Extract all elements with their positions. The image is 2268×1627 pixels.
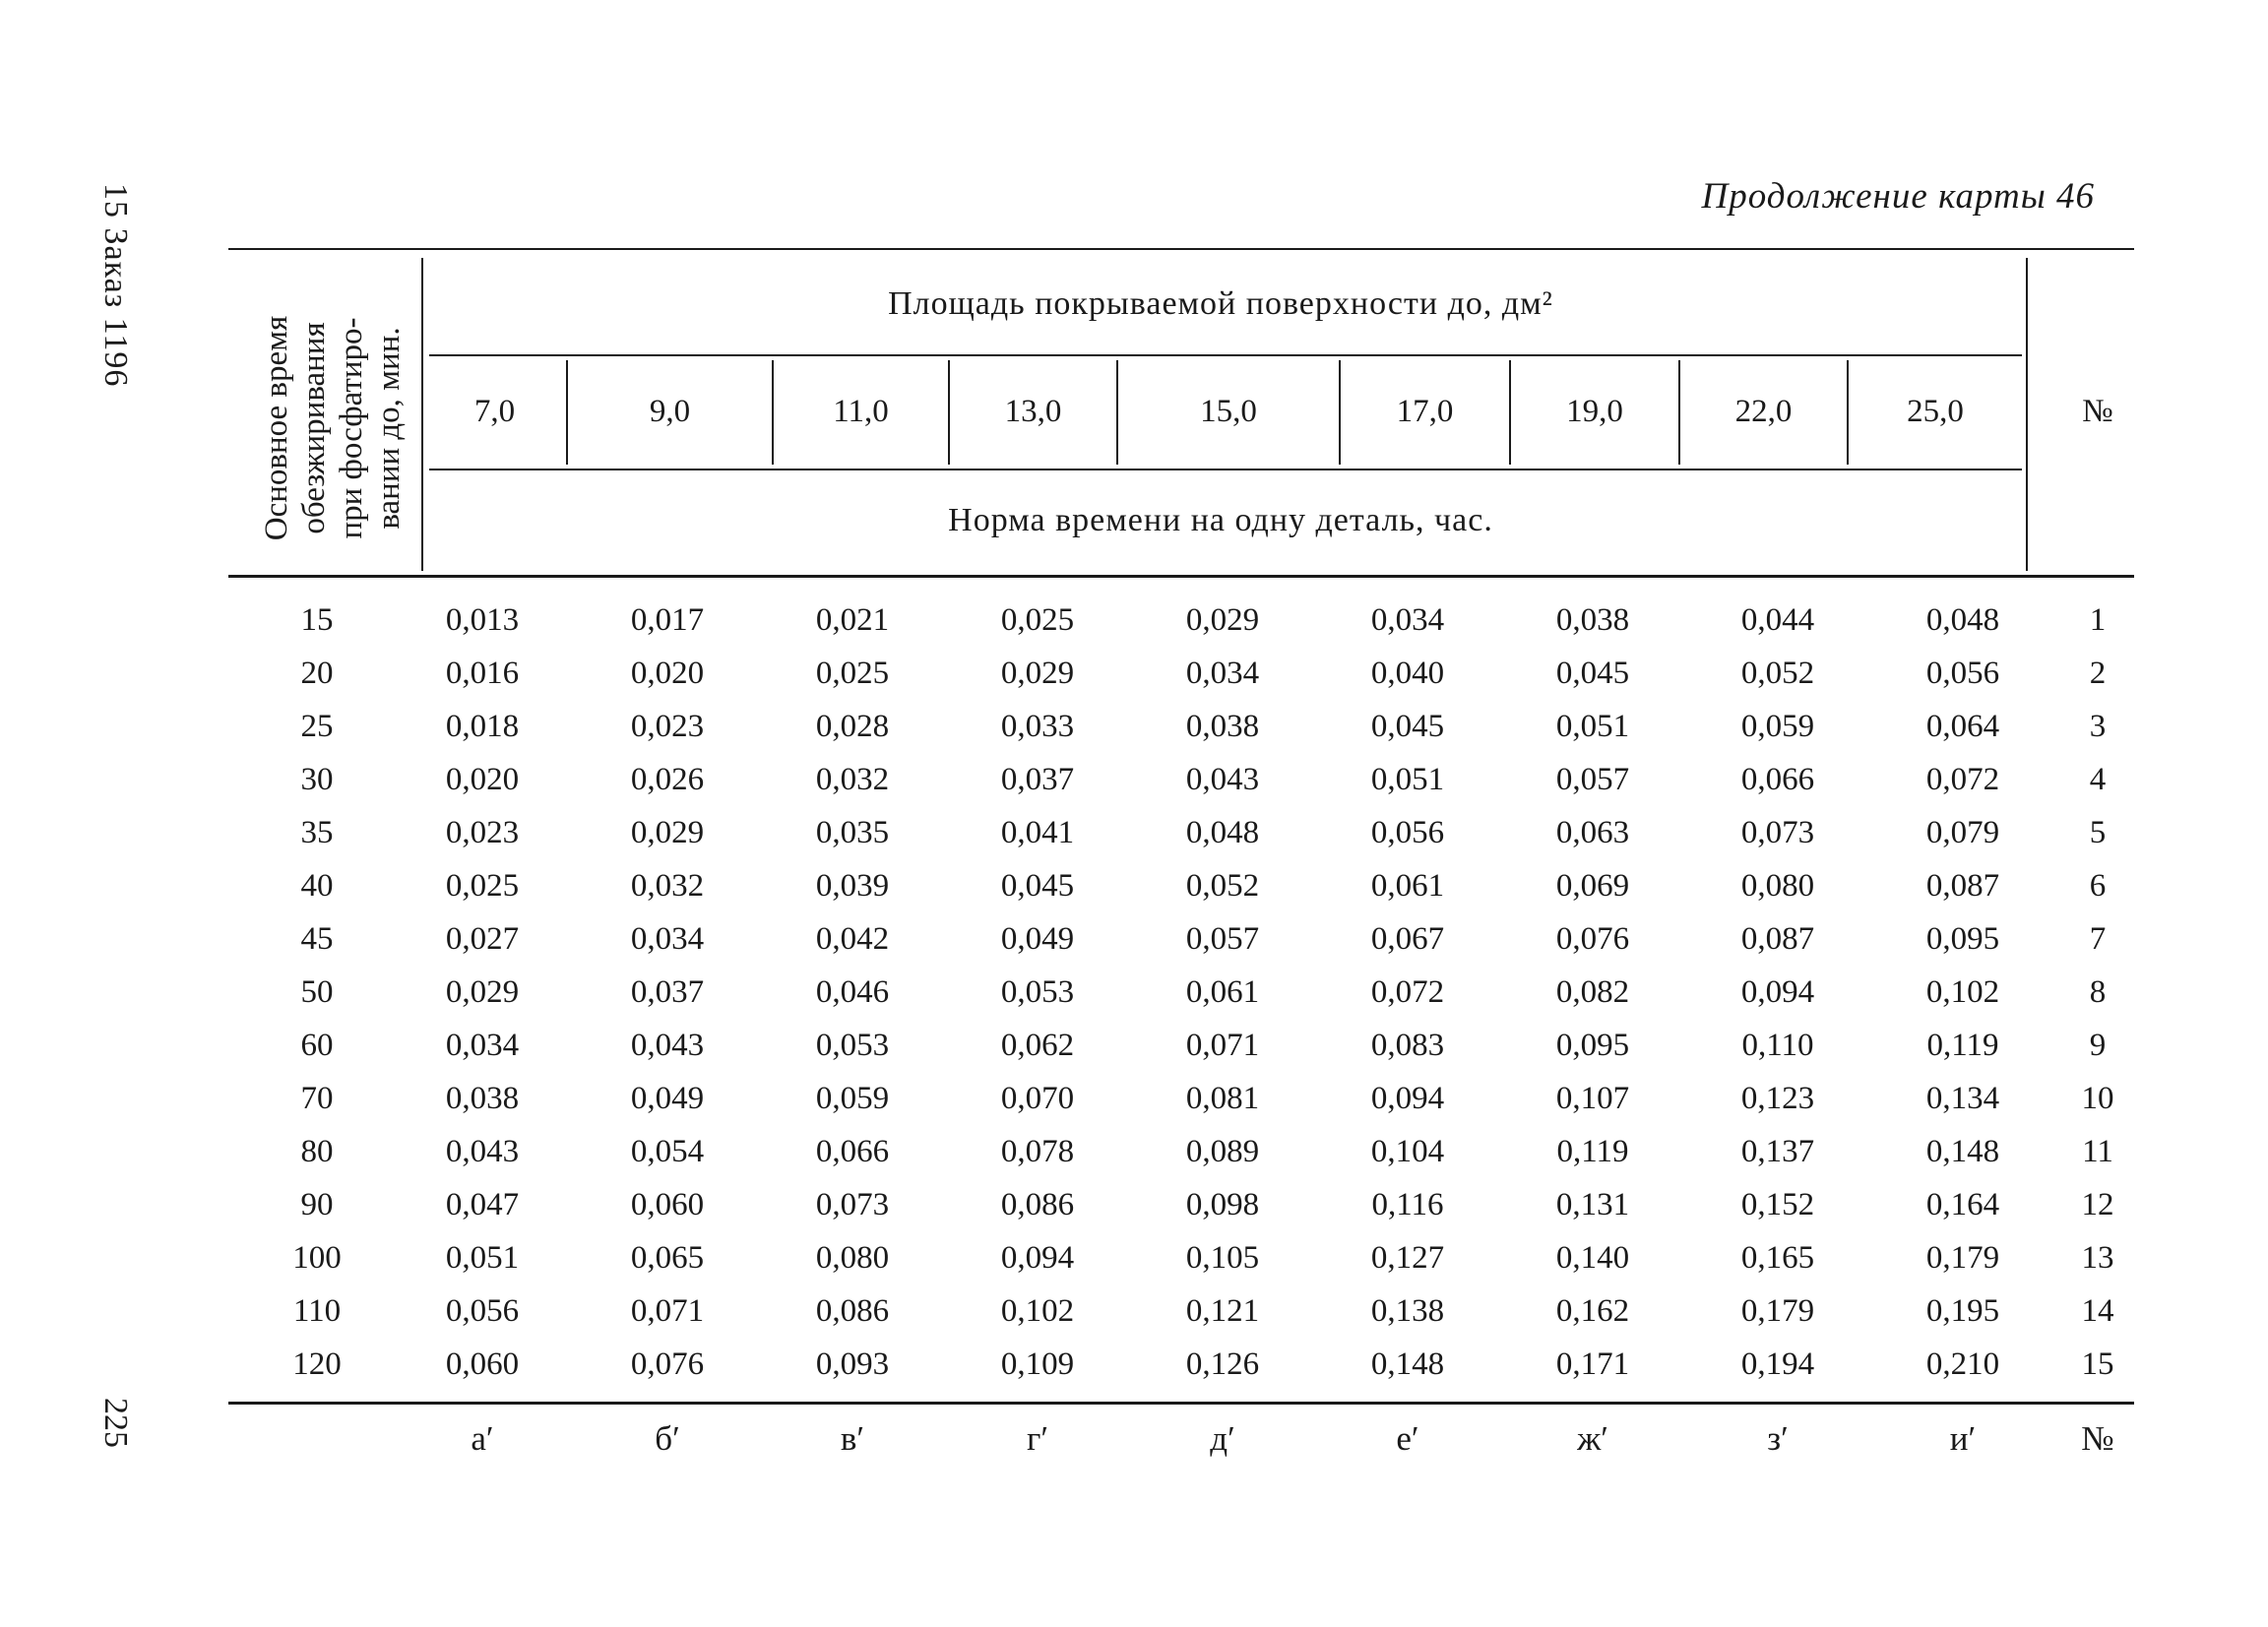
- value-cell: 0,094: [1000, 1240, 1075, 1276]
- value-cell: 0,110: [1741, 1028, 1814, 1063]
- value-cell: 0,037: [1000, 762, 1075, 797]
- footer-letter: и′: [1949, 1419, 1977, 1458]
- footer-letter: з′: [1767, 1419, 1789, 1458]
- value-cell: 0,078: [1000, 1134, 1075, 1169]
- value-cell: 0,087: [1740, 921, 1815, 957]
- row-number-cell: 11: [2082, 1134, 2113, 1169]
- value-cell: 0,066: [815, 1134, 890, 1169]
- value-cell: 0,094: [1370, 1081, 1445, 1116]
- value-cell: 0,057: [1555, 762, 1630, 797]
- row-number-cell: 4: [2089, 762, 2107, 797]
- value-cell: 0,094: [1740, 974, 1815, 1010]
- value-cell: 0,073: [815, 1187, 890, 1222]
- value-cell: 0,029: [445, 974, 520, 1010]
- value-cell: 0,165: [1740, 1240, 1815, 1276]
- value-cell: 0,060: [445, 1346, 520, 1382]
- time-cell: 30: [300, 762, 334, 797]
- row-number-cell: 1: [2089, 602, 2107, 638]
- row-number-cell: 7: [2089, 921, 2107, 957]
- value-cell: 0,095: [1555, 1028, 1630, 1063]
- value-cell: 0,119: [1556, 1134, 1629, 1169]
- value-cell: 0,081: [1185, 1081, 1260, 1116]
- value-cell: 0,038: [1185, 709, 1260, 744]
- value-cell: 0,051: [445, 1240, 520, 1276]
- value-cell: 0,089: [1185, 1134, 1260, 1169]
- header-bottom-rule: [228, 575, 2134, 578]
- row-number-cell: 12: [2081, 1187, 2114, 1222]
- value-cell: 0,016: [445, 656, 520, 691]
- value-cell: 0,034: [630, 921, 705, 957]
- value-cell: 0,048: [1925, 602, 2000, 638]
- row-number-cell: 10: [2081, 1081, 2114, 1116]
- value-cell: 0,137: [1740, 1134, 1815, 1169]
- value-cell: 0,131: [1555, 1187, 1630, 1222]
- value-cell: 0,023: [445, 815, 520, 850]
- value-cell: 0,086: [1000, 1187, 1075, 1222]
- footer-letter: г′: [1026, 1419, 1048, 1458]
- value-cell: 0,061: [1185, 974, 1260, 1010]
- value-cell: 0,013: [445, 602, 520, 638]
- page-number: 225: [97, 1398, 134, 1448]
- value-cell: 0,123: [1740, 1081, 1815, 1116]
- time-cell: 100: [292, 1240, 342, 1276]
- column-header: 25,0: [1907, 394, 1964, 429]
- row-header-line: вании до, мин.: [371, 327, 407, 530]
- card-continuation-caption: Продолжение карты 46: [1701, 176, 2095, 217]
- footer-letter: д′: [1210, 1419, 1235, 1458]
- time-cell: 25: [300, 709, 334, 744]
- value-cell: 0,039: [815, 868, 890, 904]
- column-header: 22,0: [1734, 394, 1793, 429]
- value-cell: 0,044: [1740, 602, 1815, 638]
- value-cell: 0,043: [1185, 762, 1260, 797]
- value-cell: 0,049: [1000, 921, 1075, 957]
- value-cell: 0,119: [1926, 1028, 1999, 1063]
- value-cell: 0,041: [1000, 815, 1075, 850]
- value-cell: 0,032: [630, 868, 705, 904]
- value-cell: 0,060: [630, 1187, 705, 1222]
- value-cell: 0,148: [1925, 1134, 2000, 1169]
- value-cell: 0,127: [1370, 1240, 1445, 1276]
- row-number-cell: 14: [2081, 1293, 2114, 1329]
- order-note: 15 Заказ 1196: [97, 183, 134, 388]
- value-cell: 0,072: [1925, 762, 2000, 797]
- value-cell: 0,059: [815, 1081, 890, 1116]
- value-cell: 0,064: [1925, 709, 2000, 744]
- value-cell: 0,056: [1925, 656, 2000, 691]
- value-cell: 0,040: [1370, 656, 1445, 691]
- value-cell: 0,076: [630, 1346, 705, 1382]
- column-header: 13,0: [1004, 394, 1062, 429]
- footer-letter: ж′: [1577, 1419, 1608, 1458]
- row-header-line: при фосфатиро-: [334, 317, 369, 539]
- value-cell: 0,162: [1555, 1293, 1630, 1329]
- value-cell: 0,035: [815, 815, 890, 850]
- value-cell: 0,138: [1370, 1293, 1445, 1329]
- value-cell: 0,045: [1555, 656, 1630, 691]
- value-cell: 0,140: [1555, 1240, 1630, 1276]
- value-cell: 0,051: [1370, 762, 1445, 797]
- value-cell: 0,034: [1370, 602, 1445, 638]
- value-cell: 0,025: [1000, 602, 1075, 638]
- header-right-divider: [2026, 258, 2028, 571]
- number-column-header: №: [2082, 394, 2113, 429]
- time-cell: 50: [300, 974, 334, 1010]
- column-head-rule: [429, 469, 2022, 470]
- value-cell: 0,033: [1000, 709, 1075, 744]
- value-cell: 0,195: [1925, 1293, 2000, 1329]
- value-cell: 0,076: [1555, 921, 1630, 957]
- value-cell: 0,020: [445, 762, 520, 797]
- row-header-line: Основное время: [259, 315, 294, 541]
- value-cell: 0,034: [445, 1028, 520, 1063]
- value-cell: 0,086: [815, 1293, 890, 1329]
- value-cell: 0,121: [1185, 1293, 1260, 1329]
- value-cell: 0,148: [1370, 1346, 1445, 1382]
- value-cell: 0,102: [1000, 1293, 1075, 1329]
- value-cell: 0,046: [815, 974, 890, 1010]
- value-cell: 0,164: [1925, 1187, 2000, 1222]
- value-cell: 0,066: [1740, 762, 1815, 797]
- value-cell: 0,038: [445, 1081, 520, 1116]
- row-header-time: [258, 282, 408, 574]
- footer-letter: а′: [471, 1419, 494, 1458]
- value-cell: 0,069: [1555, 868, 1630, 904]
- value-cell: 0,063: [1555, 815, 1630, 850]
- time-cell: 90: [300, 1187, 334, 1222]
- value-cell: 0,051: [1555, 709, 1630, 744]
- footer-number-label: №: [2081, 1419, 2114, 1458]
- value-cell: 0,080: [1740, 868, 1815, 904]
- column-header: 9,0: [649, 394, 691, 429]
- value-cell: 0,034: [1185, 656, 1260, 691]
- value-cell: 0,080: [815, 1240, 890, 1276]
- time-cell: 110: [292, 1293, 342, 1329]
- value-cell: 0,029: [1185, 602, 1260, 638]
- column-header: 7,0: [473, 394, 516, 429]
- column-header: 15,0: [1200, 394, 1257, 429]
- value-cell: 0,053: [815, 1028, 890, 1063]
- value-cell: 0,082: [1555, 974, 1630, 1010]
- value-cell: 0,047: [445, 1187, 520, 1222]
- value-cell: 0,065: [630, 1240, 705, 1276]
- value-cell: 0,071: [1185, 1028, 1260, 1063]
- table-bottom-rule: [228, 1402, 2134, 1405]
- value-cell: 0,045: [1370, 709, 1445, 744]
- value-cell: 0,049: [630, 1081, 705, 1116]
- value-cell: 0,023: [630, 709, 705, 744]
- time-cell: 60: [300, 1028, 334, 1063]
- value-cell: 0,107: [1555, 1081, 1630, 1116]
- value-cell: 0,179: [1925, 1240, 2000, 1276]
- value-cell: 0,043: [630, 1028, 705, 1063]
- value-cell: 0,070: [1000, 1081, 1075, 1116]
- row-number-cell: 9: [2089, 1028, 2107, 1063]
- value-cell: 0,116: [1371, 1187, 1444, 1222]
- value-cell: 0,109: [1000, 1346, 1075, 1382]
- value-cell: 0,037: [630, 974, 705, 1010]
- value-cell: 0,056: [1370, 815, 1445, 850]
- footer-letter: в′: [840, 1419, 865, 1458]
- time-cell: 15: [300, 602, 334, 638]
- value-cell: 0,152: [1740, 1187, 1815, 1222]
- table-top-rule: [228, 248, 2134, 250]
- footer-letter: б′: [655, 1419, 680, 1458]
- value-cell: 0,061: [1370, 868, 1445, 904]
- value-cell: 0,048: [1185, 815, 1260, 850]
- value-cell: 0,052: [1185, 868, 1260, 904]
- column-header: 11,0: [833, 394, 889, 429]
- value-cell: 0,093: [815, 1346, 890, 1382]
- value-cell: 0,171: [1555, 1346, 1630, 1382]
- value-cell: 0,104: [1370, 1134, 1445, 1169]
- column-header: 19,0: [1566, 394, 1623, 429]
- time-cell: 20: [300, 656, 334, 691]
- row-number-cell: 6: [2089, 868, 2107, 904]
- row-number-cell: 5: [2089, 815, 2107, 850]
- value-cell: 0,062: [1000, 1028, 1075, 1063]
- value-cell: 0,038: [1555, 602, 1630, 638]
- value-cell: 0,028: [815, 709, 890, 744]
- value-cell: 0,029: [1000, 656, 1075, 691]
- value-cell: 0,134: [1925, 1081, 2000, 1116]
- row-number-cell: 15: [2081, 1346, 2114, 1382]
- value-cell: 0,059: [1740, 709, 1815, 744]
- footer-letter: е′: [1396, 1419, 1419, 1458]
- value-cell: 0,083: [1370, 1028, 1445, 1063]
- time-cell: 80: [300, 1134, 334, 1169]
- row-number-cell: 8: [2089, 974, 2107, 1010]
- value-cell: 0,071: [630, 1293, 705, 1329]
- value-cell: 0,179: [1740, 1293, 1815, 1329]
- value-cell: 0,021: [815, 602, 890, 638]
- value-cell: 0,029: [630, 815, 705, 850]
- area-title: Площадь покрываемой поверхности до, дм²: [888, 285, 1553, 322]
- time-cell: 70: [300, 1081, 334, 1116]
- value-cell: 0,025: [815, 656, 890, 691]
- value-cell: 0,102: [1925, 974, 2000, 1010]
- value-cell: 0,045: [1000, 868, 1075, 904]
- value-cell: 0,098: [1185, 1187, 1260, 1222]
- row-number-cell: 2: [2089, 656, 2107, 691]
- value-cell: 0,053: [1000, 974, 1075, 1010]
- time-cell: 40: [300, 868, 334, 904]
- value-cell: 0,032: [815, 762, 890, 797]
- column-header: 17,0: [1396, 394, 1454, 429]
- value-cell: 0,026: [630, 762, 705, 797]
- value-cell: 0,079: [1925, 815, 2000, 850]
- value-cell: 0,194: [1740, 1346, 1815, 1382]
- norm-title: Норма времени на одну деталь, час.: [948, 502, 1493, 538]
- value-cell: 0,020: [630, 656, 705, 691]
- value-cell: 0,057: [1185, 921, 1260, 957]
- value-cell: 0,043: [445, 1134, 520, 1169]
- value-cell: 0,017: [630, 602, 705, 638]
- value-cell: 0,095: [1925, 921, 2000, 957]
- value-cell: 0,052: [1740, 656, 1815, 691]
- time-cell: 45: [300, 921, 334, 957]
- time-cell: 120: [292, 1346, 342, 1382]
- area-title-rule: [429, 354, 2022, 356]
- value-cell: 0,087: [1925, 868, 2000, 904]
- value-cell: 0,056: [445, 1293, 520, 1329]
- row-number-cell: 3: [2089, 709, 2107, 744]
- value-cell: 0,072: [1370, 974, 1445, 1010]
- value-cell: 0,027: [445, 921, 520, 957]
- value-cell: 0,210: [1925, 1346, 2000, 1382]
- value-cell: 0,073: [1740, 815, 1815, 850]
- value-cell: 0,126: [1185, 1346, 1260, 1382]
- value-cell: 0,018: [445, 709, 520, 744]
- value-cell: 0,042: [815, 921, 890, 957]
- value-cell: 0,054: [630, 1134, 705, 1169]
- value-cell: 0,025: [445, 868, 520, 904]
- row-number-cell: 13: [2081, 1240, 2114, 1276]
- row-header-line: обезжиривания: [296, 322, 332, 534]
- value-cell: 0,067: [1370, 921, 1445, 957]
- value-cell: 0,105: [1185, 1240, 1260, 1276]
- time-cell: 35: [300, 815, 334, 850]
